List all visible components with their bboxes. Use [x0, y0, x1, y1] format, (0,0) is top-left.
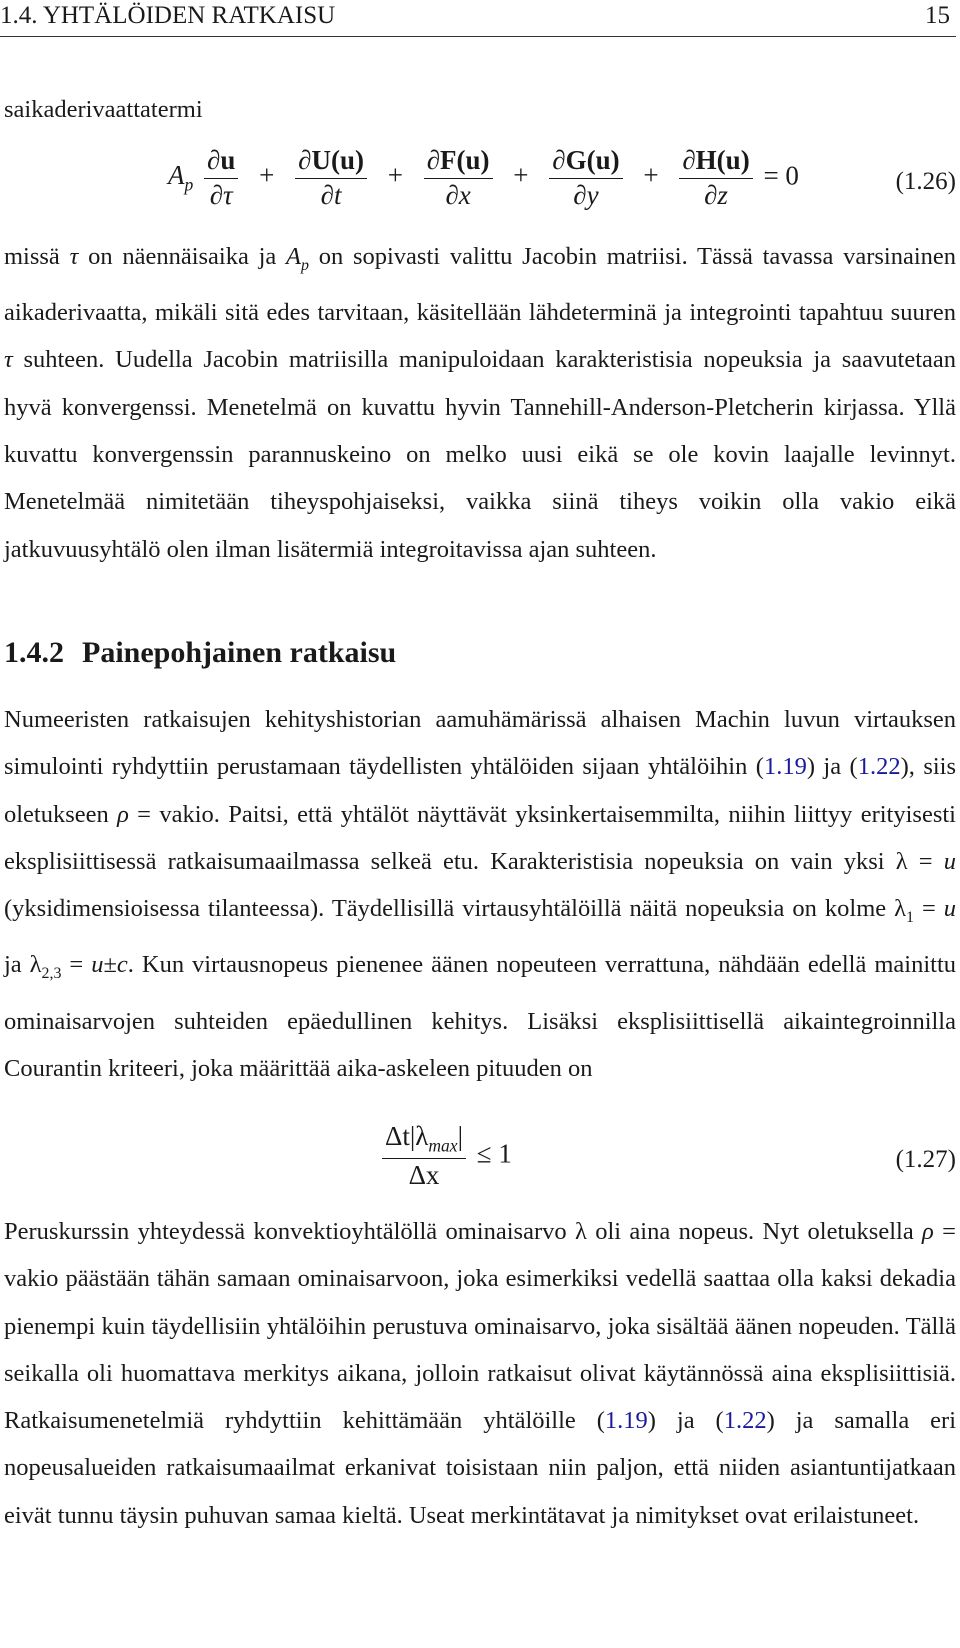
- eq-courant-fraction: $\frac{\Delta t|\lambda_{max}|}{\Delta x}$: [382, 1122, 466, 1190]
- eq-rhs: = 0: [763, 160, 799, 191]
- eq-ap: $A_p$: [168, 160, 194, 195]
- paragraph-pseudotime: missä τ on näennäisaika ja $A_p$ on sopivasti valittu Jacobin matriisi. Tässä tavassa varsinainen aikaderivaatta, mikäli sitä edes tarvitaan, käsitellään lähdeterminä ja integrointi tapahtuu suuren τ suhteen. Uudella Jacobin matriisilla manipuloidaan karakteristisia nopeuksia ja saavutetaan hyvä konvergenssi. Menetelmä on kuvattu hyvin Tannehill-Anderson-Pletcherin kirjassa. Yllä kuvattu konvergenssin parannuskeino on melko uusi eikä se ole kovin laajalle levinnyt. Menetelmää nimitetään tiheyspohjaiseksi, vaikka siinä tiheys voikin olla vakio eikä jatkuvuusyhtälö olen ilman lisätermiä integroitavissa ajan suhteen.: [4, 243, 957, 563]
- eq-term-2: $\frac{\partial U(u)}{\partial t}$: [295, 146, 367, 210]
- eq-courant-rhs: ≤ 1: [476, 1138, 512, 1169]
- eq-ref-1-19[interactable]: 1.19: [763, 753, 807, 781]
- equation-number-1-26: (1.26): [895, 168, 956, 195]
- header-section-title: 1.4. YHTÄLÖIDEN RATKAISU: [0, 2, 336, 29]
- running-header: [0, 0, 956, 37]
- equation-number-1-27: (1.27): [895, 1146, 956, 1173]
- paragraph-pressure-based: Numeeristen ratkaisujen kehityshistorian aamuhämärissä alhaisen Machin luvun virtauksen simulointi ryhdyttiin perustamaan täydellisten yhtälöiden sijaan yhtälöihin (1.19) ja (1.22), siis oletukseen ρ = vakio. Paitsi, että yhtälöt näyttävät yksinkertaisemmilta, niihin liittyy erityisesti eksplisiittisessä ratkaisumaailmassa selkeä etu. Karakteristisia nopeuksia on vain yksi λ = u (yksidimensioisessa tilanteessa). Täydellisillä virtausyhtälöillä näitä nopeuksia on kolme $\lambda_1 = u$ ja $\lambda_{2,3} = u\pm c$. Kun virtausnopeus pienenee äänen nopeuteen verrattuna, nähdään edellä mainittu ominaisarvojen suhteiden epäedullinen kehitys. Lisäksi eksplisiittisellä aikaintegroinnilla Courantin kriteeri, joka määrittää aika-askeleen pituuden on: [4, 706, 957, 1082]
- section-heading: [4, 636, 396, 670]
- eq-term-4: $\frac{\partial G(u)}{\partial y}$: [549, 146, 622, 210]
- eq-term-1: $\frac{\partial u}{\partial\tau}$: [204, 146, 238, 210]
- eq-term-5: $\frac{\partial H(u)}{\partial z}$: [679, 146, 752, 210]
- eq-term-3: $\frac{\partial F(u)}{\partial x}$: [424, 146, 493, 210]
- paragraph-intro: saikaderivaattatermi: [4, 96, 203, 123]
- section-number: 1.4.2: [4, 636, 64, 669]
- eq-ref-1-22-b[interactable]: 1.22: [723, 1407, 767, 1435]
- section-title: Painepohjainen ratkaisu: [82, 636, 397, 669]
- eq-ref-1-19-b[interactable]: 1.19: [604, 1407, 648, 1435]
- page-number: 15: [925, 2, 950, 29]
- paragraph-eigenvalue: Peruskurssin yhteydessä konvektioyhtälöllä ominaisarvo λ oli aina nopeus. Nyt oletuksella ρ = vakio päästään tähän samaan ominaisarvoon, joka esimerkiksi vedellä saattaa olla kaksi dekadia pienempi kuin täydellisiin yhtälöihin perustuva ominaisarvo, joka sisältää äänen nopeuden. Tällä seikalla oli huomattava merkitys aikana, jolloin ratkaisut olivat käytännössä aina eksplisiittisiä. Ratkaisumenetelmiä ryhdyttiin kehittämään yhtälöille (1.19) ja (1.22) ja samalla eri nopeusalueiden ratkaisumaailmat erkanivat toisistaan niin paljon, että niiden asiantuntijatkaan eivät tunnu täysin puhuvan samaa kieltä. Useat merkintätavat ja nimitykset ovat erilaistuneet.: [4, 1218, 957, 1529]
- eq-ref-1-22[interactable]: 1.22: [857, 753, 901, 781]
